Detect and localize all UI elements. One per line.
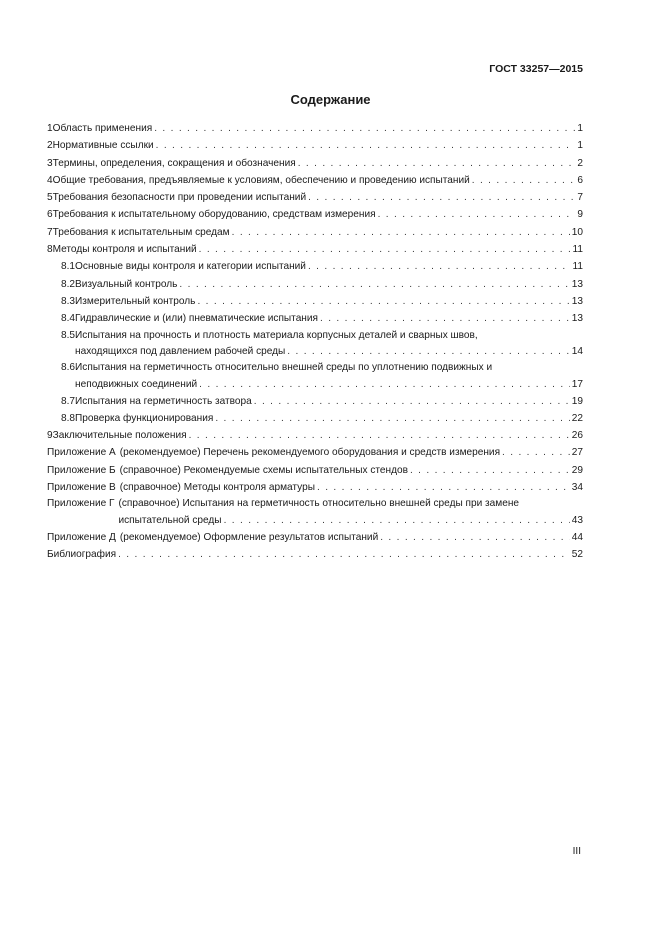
toc-title: (справочное) Рекомендуемые схемы испытательных стендов (119, 464, 408, 476)
toc-entry[interactable] (47, 172, 583, 189)
toc-title: Заключительные положения (52, 430, 187, 442)
toc-title: Визуальный контроль (75, 278, 178, 290)
toc-page: 52 (571, 549, 583, 561)
toc-page: 11 (572, 261, 583, 273)
toc-title: Требования к испытательному оборудованию, средствам измерения (52, 209, 376, 221)
toc-page: 17 (571, 378, 583, 390)
toc-title: Термины, определения, сокращения и обозначения (52, 157, 296, 169)
toc-title-continued: находящихся под давлением рабочей среды (75, 346, 286, 358)
toc-appendix[interactable] (47, 462, 583, 479)
toc-page: 26 (571, 430, 583, 442)
toc-page: 2 (577, 157, 583, 169)
toc-page: 1 (577, 140, 583, 152)
toc-subentry[interactable] (47, 393, 583, 410)
toc-number: 5 (47, 192, 53, 204)
toc-appendix-label: Приложение Б (47, 464, 116, 476)
toc-title: Общие требования, предъявляемые к условиям, обеспечению и проведению испытаний (52, 174, 470, 186)
toc-subentry[interactable] (47, 258, 583, 275)
toc-title: Нормативные ссылки (52, 140, 154, 152)
toc-title: (рекомендуемое) Оформление результатов испытаний (119, 531, 379, 543)
toc-appendix-label: Приложение Г (47, 498, 115, 510)
toc-page: 1 (577, 123, 583, 134)
toc-title: Требования к испытательным средам (52, 226, 230, 238)
toc-number: 8.8 (61, 412, 76, 424)
toc-page: 44 (571, 531, 583, 543)
toc-number: 8.5 (61, 329, 76, 341)
toc-number: 2 (47, 140, 53, 152)
toc-number: 4 (47, 174, 53, 186)
toc-title: (справочное) Методы контроля арматуры (119, 482, 315, 494)
toc-title: Гидравлические и (или) пневматические испытания (75, 313, 318, 325)
toc-title: Требования безопасности при проведении испытаний (52, 192, 307, 204)
toc-subentry[interactable] (47, 328, 583, 361)
toc-page: 13 (571, 313, 583, 325)
toc-number: 1 (47, 123, 53, 134)
toc-subentry[interactable] (47, 310, 583, 327)
document-code: ГОСТ 33257—2015 (489, 63, 583, 75)
toc-number: 8.1 (61, 261, 76, 273)
toc-appendix-label: Приложение В (47, 482, 116, 494)
toc-page: 6 (577, 174, 583, 186)
toc-title: (рекомендуемое) Перечень рекомендуемого оборудования и средств измерения (119, 447, 501, 459)
toc-page: 43 (571, 514, 583, 526)
toc-title-continued: неподвижных соединений (75, 378, 198, 390)
toc-page: 13 (571, 278, 583, 290)
toc-page: 7 (577, 192, 583, 204)
toc-number: 6 (47, 209, 53, 221)
toc-page: 29 (571, 464, 583, 476)
toc-number: 7 (47, 226, 53, 238)
toc-title: Испытания на герметичность затвора (75, 395, 252, 407)
toc-page: 9 (577, 209, 583, 221)
toc-subentry[interactable] (47, 360, 583, 393)
toc-page: 22 (571, 412, 583, 424)
toc-title: Библиография (47, 549, 117, 561)
toc-number: 8.3 (61, 295, 76, 307)
toc-number: 8 (47, 244, 53, 256)
toc-entry[interactable] (47, 120, 583, 137)
toc-page: 19 (571, 395, 583, 407)
toc-subentry[interactable] (47, 293, 583, 310)
toc-appendix[interactable] (47, 479, 583, 496)
toc-number: 8.4 (61, 313, 76, 325)
toc-appendix-label: Приложение Д (47, 531, 116, 543)
toc-entry[interactable] (47, 241, 583, 258)
toc-bibliography[interactable] (47, 546, 583, 563)
toc-number: 8.2 (61, 278, 76, 290)
toc-title: Испытания на герметичность относительно внешней среды по уплотнению подвижных и (75, 362, 493, 374)
toc-page: 34 (571, 482, 583, 494)
toc-title: Основные виды контроля и категории испытаний (75, 261, 306, 273)
toc-page: 14 (571, 346, 583, 358)
toc-entry[interactable] (47, 155, 583, 172)
toc-entry[interactable] (47, 224, 583, 241)
toc-page: 11 (572, 244, 583, 256)
toc-appendix[interactable] (47, 496, 583, 529)
toc-title: Область применения (52, 123, 153, 134)
toc-appendix[interactable] (47, 444, 583, 461)
toc-appendix[interactable] (47, 529, 583, 546)
table-of-contents (47, 120, 583, 563)
toc-title: Методы контроля и испытаний (52, 244, 197, 256)
toc-page: 13 (571, 295, 583, 307)
toc-page: 27 (571, 447, 583, 459)
page-number: III (572, 846, 581, 857)
toc-subentry[interactable] (47, 276, 583, 293)
toc-title: Испытания на прочность и плотность материала корпусных деталей и сварных швов, (75, 329, 478, 341)
toc-entry[interactable] (47, 189, 583, 206)
toc-number: 8.6 (61, 362, 76, 374)
toc-title: (справочное) Испытания на герметичность относительно внешней среды при замене (118, 498, 520, 510)
toc-title: Проверка функционирования (75, 412, 214, 424)
toc-number: 9 (47, 430, 53, 442)
toc-title-continued: испытательной среды (118, 514, 222, 526)
toc-entry[interactable] (47, 427, 583, 444)
toc-appendix-label: Приложение А (47, 447, 116, 459)
toc-title: Измерительный контроль (75, 295, 196, 307)
toc-number: 3 (47, 157, 53, 169)
page-title: Содержание (290, 92, 371, 107)
toc-subentry[interactable] (47, 410, 583, 427)
toc-entry[interactable] (47, 137, 583, 154)
toc-number: 8.7 (61, 395, 76, 407)
toc-page: 10 (571, 226, 583, 238)
toc-entry[interactable] (47, 206, 583, 223)
